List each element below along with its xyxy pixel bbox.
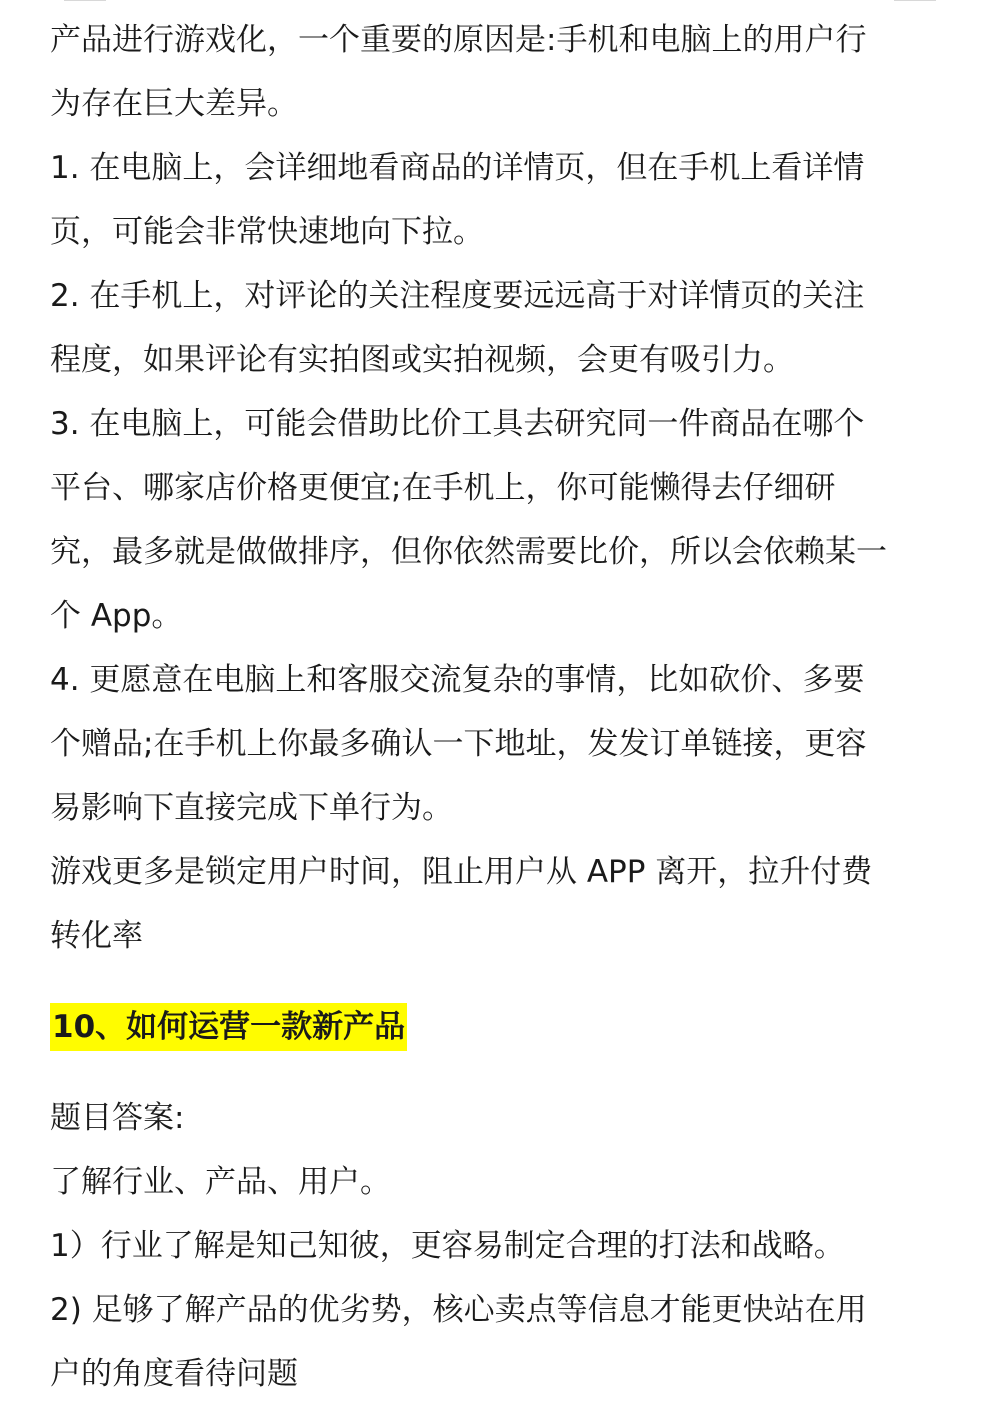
text-line: 2) 足够了解产品的优劣势，核心卖点等信息才能更快站在用 <box>50 1292 867 1328</box>
text-line: 转化率 <box>50 918 143 954</box>
text-line: 题目答案: <box>50 1100 185 1136</box>
text-line: 1. 在电脑上，会详细地看商品的详情页，但在手机上看详情 <box>50 150 865 186</box>
text-line: 平台、哪家店价格更便宜;在手机上，你可能懒得去仔细研 <box>50 470 836 506</box>
text-line: 了解行业、产品、用户。 <box>50 1164 391 1200</box>
top-left-edge-mark <box>64 0 106 4</box>
text-line: 户的角度看待问题 <box>50 1356 298 1392</box>
text-line: 程度，如果评论有实拍图或实拍视频，会更有吸引力。 <box>50 342 794 378</box>
text-line: 个赠品;在手机上你最多确认一下地址，发发订单链接，更容 <box>50 726 867 762</box>
text-line: 为存在巨大差异。 <box>50 86 298 122</box>
text-line: 2. 在手机上，对评论的关注程度要远远高于对详情页的关注 <box>50 278 865 314</box>
text-line: 究，最多就是做做排序，但你依然需要比价，所以会依赖某一 <box>50 534 887 570</box>
text-line: 个 App。 <box>50 598 183 634</box>
section-heading-text: 10、如何运营一款新产品 <box>50 1003 407 1051</box>
text-line: 游戏更多是锁定用户时间，阻止用户从 APP 离开，拉升付费 <box>50 854 873 890</box>
document-body <box>50 8 910 1406</box>
text-line: 易影响下直接完成下单行为。 <box>50 790 453 826</box>
text-line: 1）行业了解是知己知彼，更容易制定合理的打法和战略。 <box>50 1228 845 1264</box>
top-right-edge-mark <box>894 0 936 4</box>
text-line: 3. 在电脑上，可能会借助比价工具去研究同一件商品在哪个 <box>50 406 865 442</box>
text-line: 4. 更愿意在电脑上和客服交流复杂的事情，比如砍价、多要 <box>50 662 865 698</box>
text-line: 产品进行游戏化，一个重要的原因是:手机和电脑上的用户行 <box>50 22 867 58</box>
text-line: 页，可能会非常快速地向下拉。 <box>50 214 484 250</box>
section-heading <box>50 995 910 1059</box>
